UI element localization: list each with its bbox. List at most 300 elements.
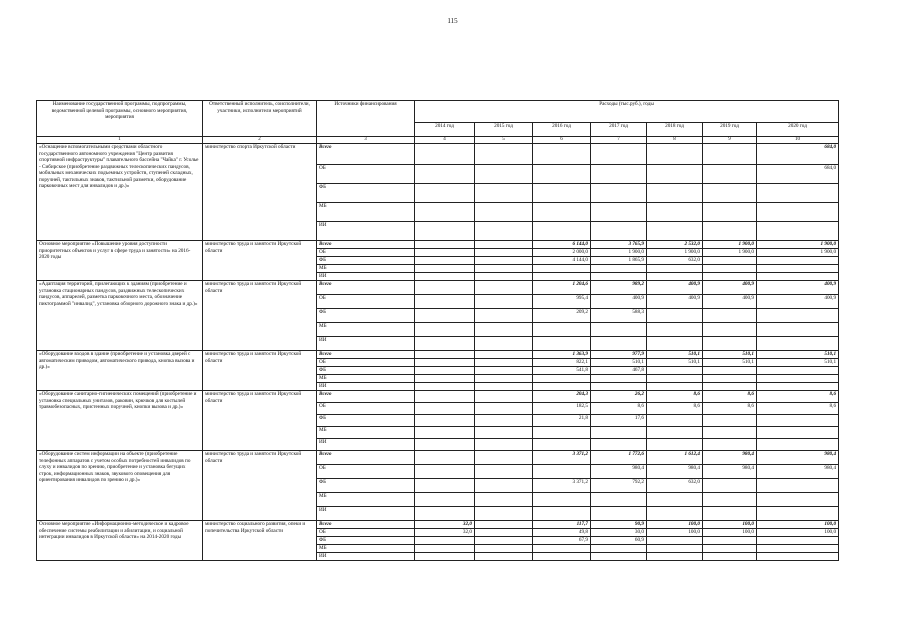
expense-value: 17,6	[591, 415, 647, 427]
table-row	[37, 351, 839, 359]
expense-value: 117,7	[533, 521, 591, 529]
expense-value	[415, 144, 475, 165]
expense-value	[591, 323, 647, 337]
expense-value	[757, 309, 839, 323]
expense-value: 1 204,6	[533, 281, 591, 295]
expense-value	[703, 222, 757, 241]
expense-value	[415, 309, 475, 323]
expense-value: 980,4	[757, 451, 839, 465]
expense-value	[415, 383, 475, 391]
expense-value	[647, 144, 703, 165]
expense-value: 3 371,2	[533, 479, 591, 493]
expense-value: 995,4	[533, 295, 591, 309]
expense-value: 8,6	[757, 403, 839, 415]
funding-source: ОБ	[317, 359, 415, 367]
expense-value	[703, 545, 757, 553]
expense-value	[647, 273, 703, 281]
measure-name: Основное мероприятие «Повышение уровня доступности приоритетных объектов и услуг в сфере труда и занятости» на 2016-2020 годы	[37, 241, 203, 281]
expense-value	[591, 375, 647, 383]
expense-value: 100,0	[703, 529, 757, 537]
expense-value	[475, 553, 533, 561]
expense-value: 209,2	[533, 309, 591, 323]
expense-value	[475, 351, 533, 359]
expense-value: 1 865,9	[591, 257, 647, 265]
expense-value	[703, 507, 757, 521]
funding-source: МБ	[317, 265, 415, 273]
expense-value: 8,6	[757, 391, 839, 403]
expense-value	[591, 439, 647, 451]
header-year: 2014 год	[415, 123, 475, 137]
column-number: 7	[591, 137, 647, 144]
expense-value	[757, 367, 839, 375]
expense-value	[415, 375, 475, 383]
expense-value	[647, 265, 703, 273]
expense-value	[591, 553, 647, 561]
funding-source: ФБ	[317, 415, 415, 427]
expense-value	[647, 537, 703, 545]
funding-source: ОБ	[317, 403, 415, 415]
expense-value: 400,9	[703, 281, 757, 295]
expense-value	[757, 337, 839, 351]
expense-value	[415, 439, 475, 451]
expense-value	[591, 203, 647, 222]
funding-source: ИИ	[317, 273, 415, 281]
expense-value	[415, 493, 475, 507]
expense-value	[591, 507, 647, 521]
expense-value: 1 900,0	[703, 249, 757, 257]
expense-value	[475, 493, 533, 507]
expense-value	[475, 273, 533, 281]
expense-value	[415, 403, 475, 415]
expense-value	[415, 249, 475, 257]
expense-value	[475, 323, 533, 337]
expense-value	[591, 184, 647, 203]
expense-value	[475, 529, 533, 537]
expense-value: 90,9	[591, 521, 647, 529]
expense-value	[415, 273, 475, 281]
expense-value: 510,1	[647, 359, 703, 367]
expense-value	[647, 323, 703, 337]
expense-value	[703, 383, 757, 391]
expense-value	[415, 391, 475, 403]
measure-name: «Оборудование систем информации на объекте (приобретение телефонных аппаратов с учетом особых потребностей инвалидов по слуху и инвалидов по зрению, приобретение и установка бегущих строк, информационных знаков, звукового оповещения для ориентирования инвалидов по зрению и др.)»	[37, 451, 203, 521]
expense-value: 100,0	[757, 529, 839, 537]
expense-value	[757, 184, 839, 203]
expense-value	[757, 553, 839, 561]
expense-value: 400,9	[591, 295, 647, 309]
expense-value	[533, 507, 591, 521]
expense-value: 2 000,0	[533, 249, 591, 257]
expense-value: 400,9	[647, 295, 703, 309]
expense-value: 977,9	[591, 351, 647, 359]
expense-value	[475, 383, 533, 391]
table-row	[37, 451, 839, 465]
header-year: 2020 год	[757, 123, 839, 137]
expense-value	[475, 439, 533, 451]
expense-value	[591, 265, 647, 273]
measure-name: «Оборудование входов в здание (приобретение и установка дверей с автоматическим приводом, автоматического привода, кнопка вызова и др.)»	[37, 351, 203, 391]
expense-value	[475, 241, 533, 249]
expense-value	[647, 165, 703, 184]
expense-value	[647, 203, 703, 222]
measure-name: Основное мероприятие «Информационно-методическое и кадровое обеспечение системы реабилитации и абилитации, и социальной интеграции инвалидов в Иркутской области» на 2014-2020 годы	[37, 521, 203, 561]
expense-value	[703, 165, 757, 184]
expense-value	[475, 337, 533, 351]
expense-value	[533, 383, 591, 391]
expense-value	[757, 439, 839, 451]
expense-value: 980,4	[703, 465, 757, 479]
expense-value	[415, 184, 475, 203]
expense-value: 32,0	[415, 521, 475, 529]
expense-value	[475, 537, 533, 545]
expense-value	[703, 184, 757, 203]
expense-value	[475, 165, 533, 184]
expense-value	[475, 391, 533, 403]
expense-value	[533, 222, 591, 241]
expense-value	[703, 309, 757, 323]
expense-value	[591, 165, 647, 184]
expense-value	[647, 367, 703, 375]
expense-value	[415, 359, 475, 367]
expense-value	[533, 273, 591, 281]
expense-value	[533, 493, 591, 507]
expense-value: 60,9	[591, 537, 647, 545]
funding-source: ФБ	[317, 479, 415, 493]
responsible-executor: министерство труда и занятости Иркутской области	[203, 391, 317, 451]
expense-value	[475, 507, 533, 521]
funding-source: ИИ	[317, 337, 415, 351]
expense-value	[703, 367, 757, 375]
table-row	[37, 521, 839, 529]
funding-source: Всего	[317, 281, 415, 295]
expense-value	[533, 427, 591, 439]
table-row	[37, 144, 839, 165]
expense-value: 400,9	[757, 281, 839, 295]
expense-value	[475, 545, 533, 553]
expense-value: 400,9	[703, 295, 757, 309]
expense-value	[475, 281, 533, 295]
expense-value	[757, 203, 839, 222]
expense-value	[647, 427, 703, 439]
expense-value: 8,6	[591, 403, 647, 415]
table-body	[37, 144, 839, 561]
expense-value	[415, 415, 475, 427]
expense-value	[533, 165, 591, 184]
expense-value: 100,0	[647, 529, 703, 537]
expense-value	[475, 451, 533, 465]
expense-value	[475, 375, 533, 383]
expense-value: 100,0	[647, 521, 703, 529]
responsible-executor: министерство труда и занятости Иркутской области	[203, 281, 317, 351]
expense-value: 989,2	[591, 281, 647, 295]
expense-value	[415, 545, 475, 553]
table-row	[37, 391, 839, 403]
funding-source: Всего	[317, 391, 415, 403]
expense-value	[647, 415, 703, 427]
expense-value	[533, 184, 591, 203]
expense-value	[475, 359, 533, 367]
expense-value	[533, 439, 591, 451]
header-expenses: Расходы (тыс.руб.), годы	[415, 101, 839, 123]
expense-value	[415, 323, 475, 337]
expense-value	[475, 144, 533, 165]
expense-value	[415, 507, 475, 521]
expense-value	[591, 144, 647, 165]
expense-value: 632,0	[647, 257, 703, 265]
column-number: 2	[203, 137, 317, 144]
budget-table	[36, 100, 839, 561]
expense-value	[415, 241, 475, 249]
header-executor-column: Ответственный исполнитель, соисполнители, участники, исполнители мероприятий	[203, 101, 317, 137]
funding-source: Всего	[317, 241, 415, 249]
expense-value	[757, 265, 839, 273]
header-year: 2018 год	[647, 123, 703, 137]
funding-source: МБ	[317, 203, 415, 222]
expense-value: 32,0	[415, 529, 475, 537]
expense-value	[415, 281, 475, 295]
expense-value: 4 144,0	[533, 257, 591, 265]
expense-value	[703, 337, 757, 351]
expense-value	[533, 323, 591, 337]
column-number: 3	[317, 137, 415, 144]
funding-source: ИИ	[317, 553, 415, 561]
measure-name: «Адаптация территорий, прилегающих к зданиям (приобретение и установка стационарных пандусов, раздвижных телескопических пандусов, аппарелей, разметка парковочного места, обозначение пиктограммой "инвалид", установка обзорного дорожного знака и др.)»	[37, 281, 203, 351]
expense-value: 467,8	[591, 367, 647, 375]
expense-value	[703, 493, 757, 507]
responsible-executor: министерство социального развития, опеки и попечительства Иркутской области	[203, 521, 317, 561]
expense-value	[647, 337, 703, 351]
expense-value	[703, 144, 757, 165]
expense-value	[757, 415, 839, 427]
header-year: 2017 год	[591, 123, 647, 137]
funding-source: МБ	[317, 323, 415, 337]
expense-value: 100,0	[703, 521, 757, 529]
expense-value: 49,8	[533, 529, 591, 537]
expense-value	[415, 337, 475, 351]
expense-value	[415, 479, 475, 493]
funding-source: ФБ	[317, 537, 415, 545]
column-number: 1	[37, 137, 203, 144]
funding-source: ИИ	[317, 507, 415, 521]
expense-value	[703, 415, 757, 427]
expense-value	[647, 507, 703, 521]
expense-value: 2 532,0	[647, 241, 703, 249]
expense-value	[475, 427, 533, 439]
funding-source: Всего	[317, 351, 415, 359]
expense-value: 6 144,0	[533, 241, 591, 249]
expense-value	[415, 427, 475, 439]
expense-value	[533, 375, 591, 383]
expense-value: 182,5	[533, 403, 591, 415]
expense-value: 1 900,0	[757, 241, 839, 249]
expense-value	[533, 144, 591, 165]
header-year: 2019 год	[703, 123, 757, 137]
funding-source: МБ	[317, 427, 415, 439]
column-number: 8	[647, 137, 703, 144]
expense-value	[647, 553, 703, 561]
expense-value: 100,0	[757, 521, 839, 529]
expense-value: 588,3	[591, 309, 647, 323]
expense-value	[757, 427, 839, 439]
expense-value	[703, 479, 757, 493]
responsible-executor: министерство труда и занятости Иркутской области	[203, 241, 317, 281]
header-year: 2016 год	[533, 123, 591, 137]
expense-value: 3 765,9	[591, 241, 647, 249]
expense-value	[591, 545, 647, 553]
table-row	[37, 241, 839, 249]
expense-value	[415, 553, 475, 561]
expense-value: 26,2	[591, 391, 647, 403]
expense-value: 8,6	[647, 403, 703, 415]
expense-value: 1 612,4	[647, 451, 703, 465]
expense-value	[757, 545, 839, 553]
expense-value	[647, 383, 703, 391]
expense-value	[415, 257, 475, 265]
header-name-column: Наименование государственной программы, подпрограммы, ведомственной целевой программы, основного мероприятия, мероприятия	[37, 101, 203, 137]
funding-source: ИИ	[317, 439, 415, 451]
header-source-column: Источники финансирования	[317, 101, 415, 137]
expense-value	[475, 415, 533, 427]
funding-source: ОБ	[317, 165, 415, 184]
expense-value: 541,8	[533, 367, 591, 375]
expense-value	[533, 553, 591, 561]
expense-value	[757, 537, 839, 545]
expense-value	[647, 222, 703, 241]
expense-value	[591, 427, 647, 439]
expense-value: 3 371,2	[533, 451, 591, 465]
funding-source: ОБ	[317, 529, 415, 537]
expense-value: 1 900,0	[757, 249, 839, 257]
expense-value	[591, 337, 647, 351]
expense-value: 980,4	[703, 451, 757, 465]
expense-value	[475, 309, 533, 323]
expense-value: 8,6	[647, 391, 703, 403]
expense-value	[475, 265, 533, 273]
funding-source: Всего	[317, 451, 415, 465]
expense-value	[591, 493, 647, 507]
expense-value	[591, 273, 647, 281]
expense-value	[533, 203, 591, 222]
column-number: 5	[475, 137, 533, 144]
responsible-executor: министерство труда и занятости Иркутской области	[203, 451, 317, 521]
expense-value: 684,0	[757, 165, 839, 184]
expense-value	[475, 257, 533, 265]
expense-value	[647, 375, 703, 383]
column-number: 4	[415, 137, 475, 144]
expense-value	[703, 553, 757, 561]
expense-value	[475, 521, 533, 529]
expense-value: 400,9	[647, 281, 703, 295]
funding-source: ИИ	[317, 222, 415, 241]
expense-value: 21,8	[533, 415, 591, 427]
expense-value	[703, 257, 757, 265]
expense-value	[415, 265, 475, 273]
expense-value	[475, 249, 533, 257]
expense-value	[647, 545, 703, 553]
table-row	[37, 281, 839, 295]
expense-value: 510,1	[757, 359, 839, 367]
expense-value: 67,9	[533, 537, 591, 545]
expense-value: 30,0	[591, 529, 647, 537]
expense-value	[415, 203, 475, 222]
expense-value	[647, 439, 703, 451]
expense-value: 632,0	[647, 479, 703, 493]
expense-value	[757, 383, 839, 391]
expense-value: 792,2	[591, 479, 647, 493]
expense-value: 510,1	[703, 359, 757, 367]
expense-value	[703, 265, 757, 273]
expense-value	[703, 375, 757, 383]
expense-value	[757, 479, 839, 493]
funding-source: ФБ	[317, 309, 415, 323]
expense-value	[533, 545, 591, 553]
expense-value	[415, 295, 475, 309]
funding-source: ИИ	[317, 383, 415, 391]
header-year: 2015 год	[475, 123, 533, 137]
expense-value	[591, 222, 647, 241]
expense-value	[703, 323, 757, 337]
expense-value: 510,1	[591, 359, 647, 367]
expense-value	[415, 537, 475, 545]
expense-value	[757, 222, 839, 241]
expense-value	[703, 537, 757, 545]
expense-value	[703, 273, 757, 281]
expense-value	[703, 439, 757, 451]
funding-source: Всего	[317, 521, 415, 529]
expense-value: 1 900,0	[647, 249, 703, 257]
funding-source: МБ	[317, 375, 415, 383]
expense-value: 510,1	[647, 351, 703, 359]
expense-value: 8,6	[703, 391, 757, 403]
measure-name: «Оснащение вспомогательными средствами областного государственного автономного учреждения "Центр развития спортивной инфраструктуры" плавательного бассейна "Чайка" г. Усолье - Сибирское (приобретение раздвижных телескопических пандусов, мобильных механических подъемных устройств, ступеней складных, поручней, тактильных знаков, тактильной разметки, оборудование парковочных мест для инвалидов и др.)»	[37, 144, 203, 241]
expense-value: 684,0	[757, 144, 839, 165]
funding-source: ОБ	[317, 465, 415, 479]
expense-value: 510,1	[703, 351, 757, 359]
expense-value	[757, 257, 839, 265]
funding-source: ФБ	[317, 367, 415, 375]
expense-value: 400,9	[757, 295, 839, 309]
expense-value	[475, 184, 533, 203]
expense-value	[647, 309, 703, 323]
responsible-executor: министерство спорта Иркутской области	[203, 144, 317, 241]
expense-value: 204,3	[533, 391, 591, 403]
expense-value: 1 772,6	[591, 451, 647, 465]
column-number: 9	[703, 137, 757, 144]
funding-source: МБ	[317, 493, 415, 507]
funding-source: МБ	[317, 545, 415, 553]
expense-value	[475, 295, 533, 309]
expense-value	[533, 265, 591, 273]
expense-value: 1 363,9	[533, 351, 591, 359]
expense-value: 980,4	[591, 465, 647, 479]
expense-value	[415, 165, 475, 184]
expense-value	[703, 203, 757, 222]
expense-value	[533, 337, 591, 351]
expense-value: 510,1	[757, 351, 839, 359]
expense-value	[591, 383, 647, 391]
expense-value	[475, 203, 533, 222]
expense-value	[533, 465, 591, 479]
expense-value	[703, 427, 757, 439]
expense-value: 822,1	[533, 359, 591, 367]
expense-value	[475, 367, 533, 375]
expense-value	[475, 465, 533, 479]
expense-value	[757, 323, 839, 337]
expense-value	[415, 351, 475, 359]
funding-source: ОБ	[317, 295, 415, 309]
expense-value	[415, 451, 475, 465]
expense-value	[415, 367, 475, 375]
